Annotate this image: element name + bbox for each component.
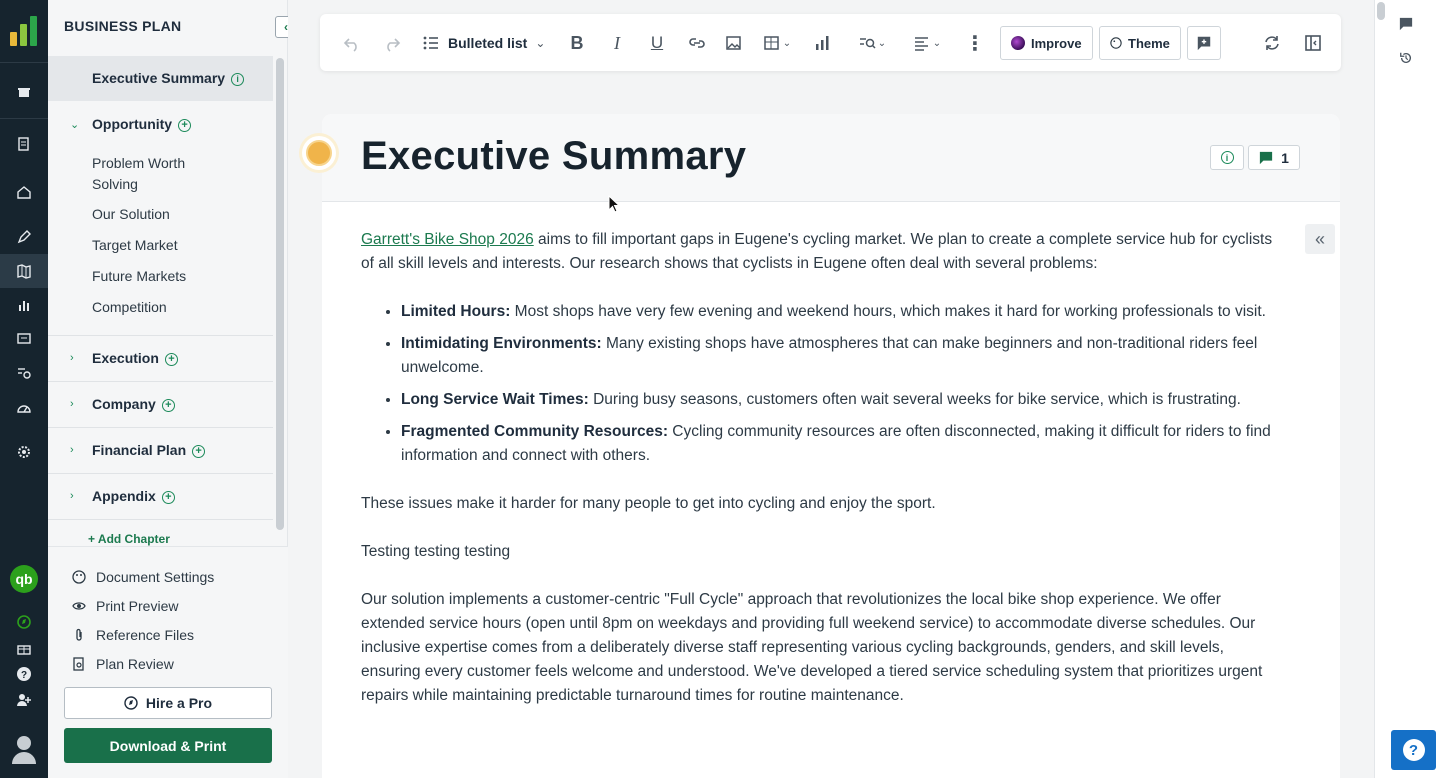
underline-icon[interactable]: U (650, 33, 664, 52)
document-search-icon (72, 657, 86, 671)
search-list-icon[interactable] (14, 363, 34, 383)
download-print-button[interactable]: Download & Print (64, 728, 272, 763)
liveplan-logo-icon[interactable] (9, 14, 39, 48)
bulleted-list-icon (422, 34, 440, 52)
comments-button[interactable]: 1 (1248, 145, 1300, 170)
palette-icon (72, 570, 86, 584)
problem-list (401, 300, 1281, 468)
reference-files-link[interactable]: Reference Files (72, 627, 194, 643)
outline-item-executive-summary[interactable]: Executive Summary i (92, 70, 244, 86)
app-rail (0, 0, 48, 778)
add-section-icon[interactable]: + (192, 445, 205, 458)
outline-heading: BUSINESS PLAN (64, 18, 182, 34)
list-item: • Fragmented Community Resources: Cycling community resources are often disconnected, making it difficult for riders to find information and connect with others. (401, 420, 1281, 468)
list-style-dropdown[interactable]: Bulleted list ⌄ (422, 32, 552, 54)
outline-list (48, 56, 273, 546)
list-item: • Limited Hours: Most shops have very few evening and weekend hours, which makes it hard for working professionals to visit. (401, 300, 1281, 324)
gift-icon[interactable] (14, 638, 34, 658)
body-paragraph: Testing testing testing (361, 543, 511, 560)
editor-toolbar (320, 14, 1341, 71)
chevron-right-icon[interactable]: › (70, 398, 74, 410)
documents-icon[interactable] (14, 134, 34, 154)
utility-panel (48, 546, 288, 778)
chevron-down-icon[interactable]: ⌄ (70, 119, 80, 131)
redo-icon[interactable] (382, 32, 402, 54)
chart-icon[interactable] (812, 32, 832, 54)
theme-button[interactable]: Theme (1099, 26, 1181, 60)
user-avatar-icon[interactable] (10, 734, 38, 764)
image-icon[interactable] (724, 32, 744, 54)
chevron-right-icon[interactable]: › (70, 444, 74, 456)
chevron-right-icon[interactable]: › (70, 490, 74, 502)
outline-item-our-solution[interactable]: Our Solution (92, 206, 170, 222)
svg-text:?: ? (20, 670, 28, 681)
table-icon[interactable]: ⌄ (762, 32, 792, 54)
outline-item-problem-worth-solving[interactable]: Problem Worth Solving (92, 155, 186, 192)
presentation-icon[interactable] (14, 329, 34, 349)
pencil-ruler-icon[interactable] (14, 227, 34, 247)
outline-item-future-markets[interactable]: Future Markets (92, 268, 187, 284)
outline-item-opportunity[interactable]: Opportunity + (92, 116, 191, 132)
dashboard-gauge-icon[interactable] (14, 398, 34, 418)
paperclip-icon (72, 628, 86, 642)
compass-icon (124, 696, 138, 710)
section-header (322, 114, 1340, 202)
undo-icon[interactable] (342, 32, 362, 54)
body-paragraph: These issues make it harder for many people to get into cycling and enjoy the sport. (361, 495, 936, 512)
outline-item-competition[interactable]: Competition (92, 299, 167, 315)
add-section-icon[interactable]: + (162, 491, 175, 504)
editor-area (288, 0, 1374, 778)
align-icon[interactable]: ⌄ (932, 37, 942, 49)
mouse-cursor-icon (608, 195, 620, 213)
info-icon: i (231, 73, 244, 86)
add-comment-button[interactable] (1187, 26, 1221, 60)
link-icon[interactable] (687, 32, 707, 54)
plan-review-link[interactable]: Plan Review (72, 656, 174, 672)
plan-outline-sidebar (48, 0, 288, 778)
outline-item-company[interactable]: Company + (92, 396, 175, 412)
map-icon[interactable] (14, 261, 34, 281)
add-chapter-link[interactable]: + Add Chapter (88, 532, 170, 546)
add-section-icon[interactable]: + (165, 353, 178, 366)
eye-icon (72, 599, 86, 613)
more-options-icon[interactable]: ⋮ (965, 32, 985, 55)
chevron-right-icon[interactable]: › (70, 352, 74, 364)
list-item: • Long Service Wait Times: During busy seasons, customers often wait several weeks for bike service, which is frustrating. (401, 388, 1281, 412)
history-icon[interactable] (1397, 49, 1415, 67)
add-section-icon[interactable]: + (178, 119, 191, 132)
section-title[interactable]: Executive Summary (361, 134, 747, 178)
add-section-icon[interactable]: + (162, 399, 175, 412)
ai-improve-icon (1011, 36, 1025, 50)
document-page (322, 114, 1340, 778)
right-utility-strip (1374, 0, 1440, 778)
page-scrollbar[interactable] (1377, 2, 1385, 20)
print-preview-link[interactable]: Print Preview (72, 598, 178, 614)
outline-item-target-market[interactable]: Target Market (92, 237, 178, 253)
outline-scrollbar[interactable] (276, 58, 284, 530)
compass-icon[interactable] (14, 612, 34, 632)
bar-chart-icon[interactable] (14, 295, 34, 315)
bold-icon[interactable]: B (570, 32, 584, 53)
add-comment-icon (1196, 35, 1212, 51)
sync-icon[interactable] (1262, 32, 1282, 54)
settings-gear-icon[interactable] (14, 442, 34, 462)
comment-icon (1259, 151, 1273, 165)
toggle-panel-icon[interactable] (1303, 32, 1323, 54)
italic-icon[interactable]: I (614, 32, 620, 53)
outline-item-financial-plan[interactable]: Financial Plan + (92, 442, 205, 458)
info-icon: i (1221, 151, 1234, 164)
quickbooks-icon[interactable]: qb (10, 565, 38, 593)
improve-button[interactable]: Improve (1000, 26, 1093, 60)
help-chat-button[interactable] (1391, 730, 1436, 770)
comments-panel-icon[interactable] (1397, 15, 1415, 33)
document-body[interactable] (361, 228, 1281, 732)
question-icon: ? (1403, 739, 1425, 761)
outline-item-execution[interactable]: Execution + (92, 350, 178, 366)
outline-item-appendix[interactable]: Appendix + (92, 488, 175, 504)
find-replace-icon[interactable]: ⌄ (852, 32, 892, 54)
company-link[interactable]: Garrett's Bike Shop 2026 (361, 231, 534, 248)
list-item: • Intimidating Environments: Many existing shops have atmospheres that can make beginners and non-traditional riders feel unwelcome. (401, 332, 1281, 380)
expand-panel-icon[interactable]: « (1305, 224, 1335, 254)
store-icon[interactable] (14, 81, 34, 101)
help-circle-icon[interactable] (14, 664, 34, 684)
intro-paragraph: Garrett's Bike Shop 2026 aims to fill important gaps in Eugene's cycling market. We plan to create a complete service hub for cyclists of all skill levels and interests. Our research shows that cyclists in Eugene often deal with several problems: (361, 231, 1273, 272)
hire-a-pro-button[interactable]: Hire a Pro (64, 687, 272, 719)
section-progress-icon[interactable] (302, 136, 336, 170)
chevron-left-icon: ‹ (284, 20, 288, 34)
home-icon[interactable] (14, 182, 34, 202)
section-info-button[interactable] (1210, 145, 1244, 170)
document-settings-link[interactable]: Document Settings (72, 569, 214, 585)
body-paragraph: Our solution implements a customer-centric "Full Cycle" approach that revolutionizes the local bike shop experience. We offer extended service hours (open until 8pm on weekdays and providing full weekend service) to accommodate diverse schedules. Our inclusive expertise comes from a deliberately diverse staff representing various cycling backgrounds, genders, and skill levels, ensuring every customer feels welcome and understood. We've developed a tiered service scheduling system that prioritizes urgent repairs while maintaining predictable turnaround times for routine maintenance. (361, 591, 1263, 704)
add-user-icon[interactable] (14, 690, 34, 710)
chevron-down-icon: ⌄ (535, 36, 546, 50)
palette-icon (1110, 37, 1122, 49)
